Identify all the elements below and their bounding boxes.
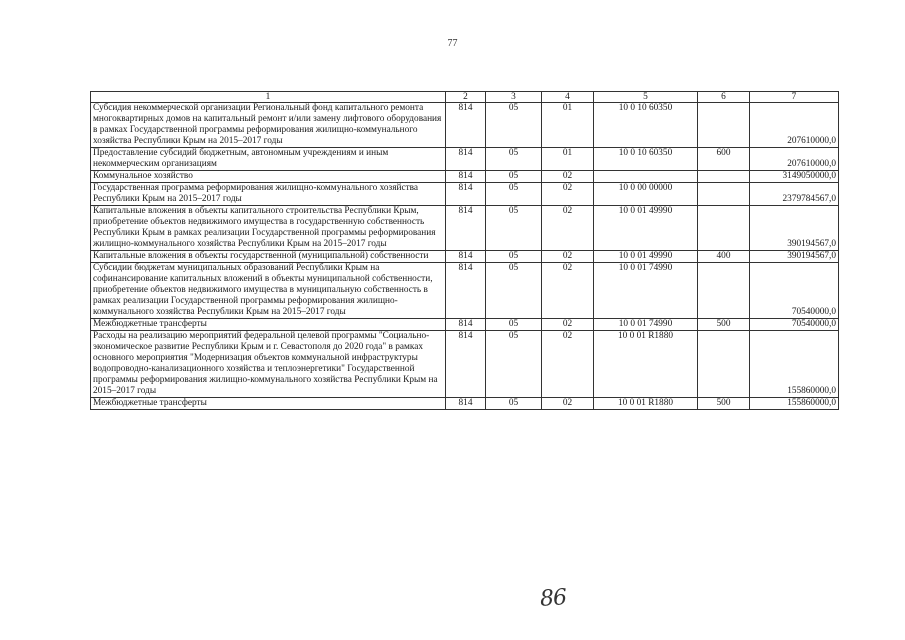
expense-name: Расходы на реализацию мероприятий федеральной целевой программы "Социально-экономическое развитие Республики Крым и г. Севастополя до 2020 года" в рамках основного мероприятия "Модернизация объектов коммунальной инфраструктуры водопроводно-канализационного хозяйства и теплоэнергетики" Государственной программы реформирования жилищно-коммунального хозяйства Республики Крым на 2015–2017 годы	[91, 331, 446, 398]
amount: 70540000,0	[750, 263, 839, 319]
expense-type-code	[698, 263, 750, 319]
amount: 155860000,0	[750, 398, 839, 410]
table-row	[91, 148, 839, 171]
expense-name: Межбюджетные трансферты	[91, 398, 446, 410]
target-article-code: 10 0 10 60350	[594, 148, 698, 171]
amount: 155860000,0	[750, 331, 839, 398]
column-header-3: 3	[486, 92, 542, 103]
table-row	[91, 206, 839, 251]
section-code: 05	[486, 251, 542, 263]
table-row	[91, 251, 839, 263]
expense-name: Государственная программа реформирования жилищно-коммунального хозяйства Республики Крым на 2015–2017 годы	[91, 183, 446, 206]
column-header-5: 5	[594, 92, 698, 103]
expense-type-code	[698, 103, 750, 148]
target-article-code: 10 0 01 74990	[594, 263, 698, 319]
ministry-code: 814	[446, 103, 486, 148]
subsection-code: 02	[542, 171, 594, 183]
section-code: 05	[486, 319, 542, 331]
section-code: 05	[486, 263, 542, 319]
expense-type-code: 500	[698, 319, 750, 331]
subsection-code: 01	[542, 148, 594, 171]
subsection-code: 02	[542, 251, 594, 263]
ministry-code: 814	[446, 171, 486, 183]
subsection-code: 02	[542, 331, 594, 398]
expense-type-code: 600	[698, 148, 750, 171]
subsection-code: 02	[542, 319, 594, 331]
ministry-code: 814	[446, 263, 486, 319]
section-code: 05	[486, 171, 542, 183]
table-row	[91, 103, 839, 148]
amount: 390194567,0	[750, 251, 839, 263]
ministry-code: 814	[446, 331, 486, 398]
ministry-code: 814	[446, 398, 486, 410]
ministry-code: 814	[446, 206, 486, 251]
target-article-code: 10 0 01 74990	[594, 319, 698, 331]
handwritten-page-number: 86	[539, 585, 567, 612]
subsection-code: 02	[542, 263, 594, 319]
expense-type-code	[698, 183, 750, 206]
ministry-code: 814	[446, 183, 486, 206]
amount: 207610000,0	[750, 103, 839, 148]
section-code: 05	[486, 148, 542, 171]
expense-name: Коммунальное хозяйство	[91, 171, 446, 183]
column-header-7: 7	[750, 92, 839, 103]
section-code: 05	[486, 103, 542, 148]
section-code: 05	[486, 183, 542, 206]
target-article-code: 10 0 01 R1880	[594, 331, 698, 398]
table-header-row	[91, 92, 839, 103]
expense-type-code	[698, 331, 750, 398]
ministry-code: 814	[446, 251, 486, 263]
expense-type-code	[698, 171, 750, 183]
table-row	[91, 319, 839, 331]
column-header-1: 1	[91, 92, 446, 103]
amount: 207610000,0	[750, 148, 839, 171]
amount: 390194567,0	[750, 206, 839, 251]
column-header-6: 6	[698, 92, 750, 103]
expense-type-code	[698, 206, 750, 251]
expense-name: Капитальные вложения в объекты государственной (муниципальной) собственности	[91, 251, 446, 263]
expense-type-code: 500	[698, 398, 750, 410]
table-row	[91, 398, 839, 410]
expense-name: Субсидия некоммерческой организации Региональный фонд капитального ремонта многоквартирных домов на капитальный ремонт и/или замену лифтового оборудования в рамках Государственной программы реформирования жилищно-коммунального хозяйства Республики Крым на 2015–2017 годы	[91, 103, 446, 148]
expense-name: Капитальные вложения в объекты капитального строительства Республики Крым, приобретение объектов недвижимого имущества в государственную собственность Республики Крым в рамках реализации Государственной программы реформирования жилищно-коммунального хозяйства Республики Крым на 2015–2017 годы	[91, 206, 446, 251]
expense-name: Предоставление субсидий бюджетным, автономным учреждениям и иным некоммерческим организациям	[91, 148, 446, 171]
section-code: 05	[486, 331, 542, 398]
section-code: 05	[486, 398, 542, 410]
table-row	[91, 171, 839, 183]
target-article-code: 10 0 01 49990	[594, 206, 698, 251]
expense-type-code: 400	[698, 251, 750, 263]
budget-table	[90, 91, 839, 410]
ministry-code: 814	[446, 319, 486, 331]
target-article-code: 10 0 00 00000	[594, 183, 698, 206]
section-code: 05	[486, 206, 542, 251]
amount: 2379784567,0	[750, 183, 839, 206]
expense-name: Субсидии бюджетам муниципальных образований Республики Крым на софинансирование капитальных вложений в объекты муниципальной собственности, приобретение объектов недвижимого имущества в муниципальную собственность в рамках реализации Государственной программы реформирования жилищно-коммунального хозяйства Республики Крым на 2015–2017 годы	[91, 263, 446, 319]
ministry-code: 814	[446, 148, 486, 171]
subsection-code: 02	[542, 183, 594, 206]
table-row	[91, 331, 839, 398]
column-header-2: 2	[446, 92, 486, 103]
amount: 3149050000,0	[750, 171, 839, 183]
amount: 70540000,0	[750, 319, 839, 331]
target-article-code: 10 0 01 49990	[594, 251, 698, 263]
subsection-code: 02	[542, 398, 594, 410]
table-row	[91, 263, 839, 319]
target-article-code: 10 0 10 60350	[594, 103, 698, 148]
page-number: 77	[447, 38, 458, 49]
column-header-4: 4	[542, 92, 594, 103]
expense-name: Межбюджетные трансферты	[91, 319, 446, 331]
target-article-code	[594, 171, 698, 183]
subsection-code: 02	[542, 206, 594, 251]
subsection-code: 01	[542, 103, 594, 148]
target-article-code: 10 0 01 R1880	[594, 398, 698, 410]
table-row	[91, 183, 839, 206]
